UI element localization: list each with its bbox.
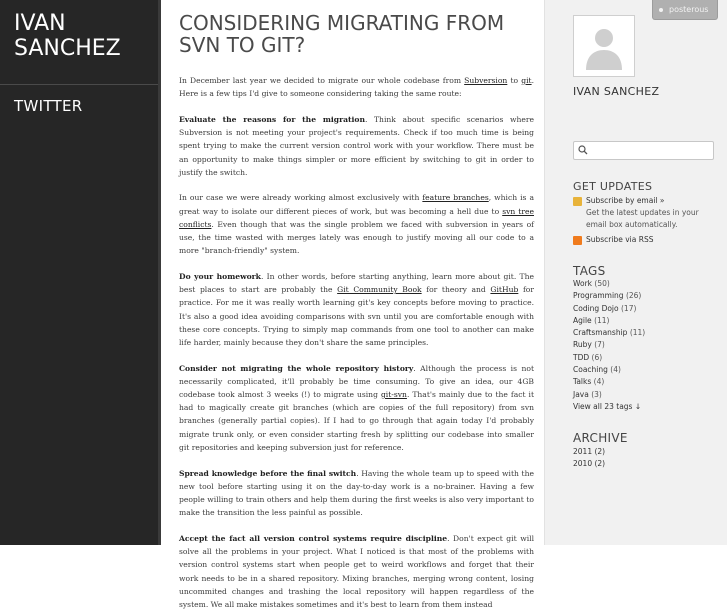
left-navigation [0, 0, 158, 545]
tag-item[interactable] [573, 389, 645, 401]
archive-item[interactable] [573, 446, 605, 458]
tag-name[interactable]: Coding Dojo [573, 303, 619, 313]
tag-count: (4) [610, 365, 621, 375]
archive-count: (2) [594, 459, 606, 469]
posterous-label: posterous [669, 5, 709, 14]
git-community-book-link[interactable]: Git Community Book [337, 285, 422, 295]
post-paragraph-reasons [179, 113, 534, 179]
tag-item[interactable] [573, 327, 645, 339]
post-paragraph-intro [179, 74, 534, 100]
search-box[interactable] [573, 141, 714, 160]
tag-item[interactable] [573, 278, 645, 290]
text: . Think about specific scenarios where Subversion is not meeting your project's requirements. Check if too much time is being spent trying to make the current version control work with your workflow. There must be an opportunity to make things simpler or more efficient by switching to git in order to justify the switch. [179, 114, 534, 177]
tag-name[interactable]: Coaching [573, 365, 608, 375]
tag-item[interactable] [573, 303, 645, 315]
tag-list [573, 278, 645, 413]
tag-name[interactable]: TDD [573, 352, 590, 362]
post-paragraph-our-case [179, 191, 534, 257]
text: , which is a great way to isolate our different pieces of work, but was becoming a hell due to [179, 193, 534, 216]
text: . Having the whole team up to speed with the new tool before starting using it on the day-to-day work is a no-brainer. Having a few people willing to train others and help them during the first weeks is also very important to make the transition the less painful as possible. [179, 468, 534, 518]
tag-count: (7) [594, 340, 605, 350]
author-name[interactable]: IVAN SANCHEZ [573, 85, 660, 98]
archive-heading: ARCHIVE [573, 431, 628, 445]
tag-count: (50) [594, 279, 610, 288]
tag-count: (11) [594, 315, 610, 325]
tag-item[interactable] [573, 339, 645, 351]
tag-item[interactable] [573, 376, 645, 388]
text: for practice. For me it was really worth learning git's key concepts before moving to practice. It's also a good idea avoiding comparisons with svn until you are comfortable enough with these core concepts. Trying to simply map commands from one tool to another can make life harder, mainly because they don't share the same principles. [179, 285, 534, 347]
tag-count: (26) [625, 291, 642, 301]
tag-count: (3) [591, 389, 602, 399]
subversion-link[interactable]: Subversion [464, 76, 508, 85]
tags-heading: TAGS [573, 264, 606, 278]
text: . That's mainly due to the fact it had to magically create git branches (which are copies of the full repository) from svn branches (generally partial copies). If I had to go through that again today I'd probably migrate trunk only, or even consider starting fresh by splitting our codebase into smaller git repositories and keeping subversion just for reference. [179, 390, 534, 452]
post-paragraph-knowledge [179, 467, 534, 520]
text: to [507, 76, 522, 85]
email-icon [573, 197, 582, 206]
bold-lead: Evaluate the reasons for the migration [179, 114, 365, 124]
bold-lead: Accept the fact all version control systems require discipline [179, 533, 448, 543]
text: . In other words, before starting anything, learn more about git. The best places to start are probably the [179, 271, 534, 295]
default-user-icon [578, 20, 630, 72]
archive-item[interactable] [573, 458, 605, 470]
tag-name[interactable]: Agile [573, 315, 592, 325]
tag-count: (6) [591, 352, 603, 362]
tag-count: (11) [629, 328, 646, 338]
posterous-dot-icon [659, 8, 663, 12]
post-paragraph-discipline [179, 532, 534, 611]
tag-item[interactable] [573, 364, 645, 376]
text: for theory and [421, 285, 491, 295]
posterous-badge[interactable] [652, 0, 718, 20]
subscribe-rss-label: Subscribe via RSS [586, 235, 654, 244]
bold-lead: Spread knowledge before the final switch [179, 468, 357, 478]
tag-name[interactable]: Java [573, 389, 589, 399]
updates-heading: GET UPDATES [573, 180, 653, 193]
tag-item[interactable] [573, 290, 645, 302]
site-title[interactable]: IVAN SANCHEZ [14, 11, 121, 61]
tag-name[interactable]: Programming [573, 291, 624, 301]
text: . Even though that was the single problem we faced with subversion in years of use, the time wasted with merges lately was enough to justify moving all our code to a more "branch-friendly" system. [179, 219, 534, 256]
text: . Although the process is not necessarily complicated, it'll probably be time consuming. To give an idea, our 4GB codebase took almost 3 weeks (!) to migrate using [179, 363, 534, 400]
tag-name[interactable]: Craftsmanship [573, 328, 628, 338]
text: . Don't expect git will solve all the problems in your project. What I noticed is that most of the problems with version control systems start when people get to weird workflows and forget that their work needs to be in a shared repository. Mixing branches, merging wrong content, losing uncommited changes and trashing the local repository will happen regardless of the system. We all make mistakes sometimes and it's best to learn from them instead [179, 533, 534, 609]
tag-item[interactable] [573, 352, 645, 364]
bold-lead: Do your homework [179, 271, 261, 281]
post-paragraph-history [179, 362, 534, 454]
search-input[interactable] [590, 144, 710, 157]
text: In our case we were already working almost exclusively with [179, 193, 423, 203]
nav-divider [0, 84, 158, 85]
bold-lead: Consider not migrating the whole repository history [179, 363, 414, 373]
tag-name[interactable]: Ruby [573, 340, 592, 350]
github-link[interactable]: GitHub [490, 285, 519, 295]
post-paragraph-homework [179, 270, 534, 349]
view-all-tags-link[interactable]: View all 23 tags ↓ [573, 401, 642, 411]
sidebar [573, 0, 718, 545]
git-svn-link[interactable]: git-svn [380, 390, 407, 400]
post-content [161, 0, 544, 609]
twitter-link[interactable]: TWITTER [14, 97, 83, 115]
tag-count: (17) [621, 303, 637, 313]
tag-name[interactable]: Talks [573, 377, 592, 387]
subscribe-email-label: Subscribe by email » [586, 196, 665, 205]
text: . Here is a few tips I'd give to someone considering taking the same route: [179, 76, 535, 99]
tag-count: (4) [593, 377, 605, 387]
text: In December last year we decided to migrate our whole codebase from [179, 76, 465, 85]
rss-icon [573, 236, 582, 245]
post-title[interactable]: CONSIDERING MIGRATING FROM SVN TO GIT? [179, 11, 505, 57]
archive-list [573, 446, 605, 471]
feature-branches-link[interactable]: feature branches [422, 193, 489, 203]
archive-year[interactable]: 2011 [573, 447, 593, 456]
git-link[interactable]: git [521, 76, 532, 85]
archive-year[interactable]: 2010 [573, 459, 593, 469]
subscribe-description: Get the latest updates in your email box automatically. [586, 208, 699, 229]
tag-item[interactable] [573, 315, 645, 327]
avatar[interactable] [573, 15, 635, 77]
tag-name[interactable]: Work [573, 279, 592, 288]
svn-tree-conflicts-link[interactable]: svn tree conflicts [179, 206, 534, 229]
search-icon [578, 145, 588, 155]
archive-count: (2) [594, 447, 606, 456]
